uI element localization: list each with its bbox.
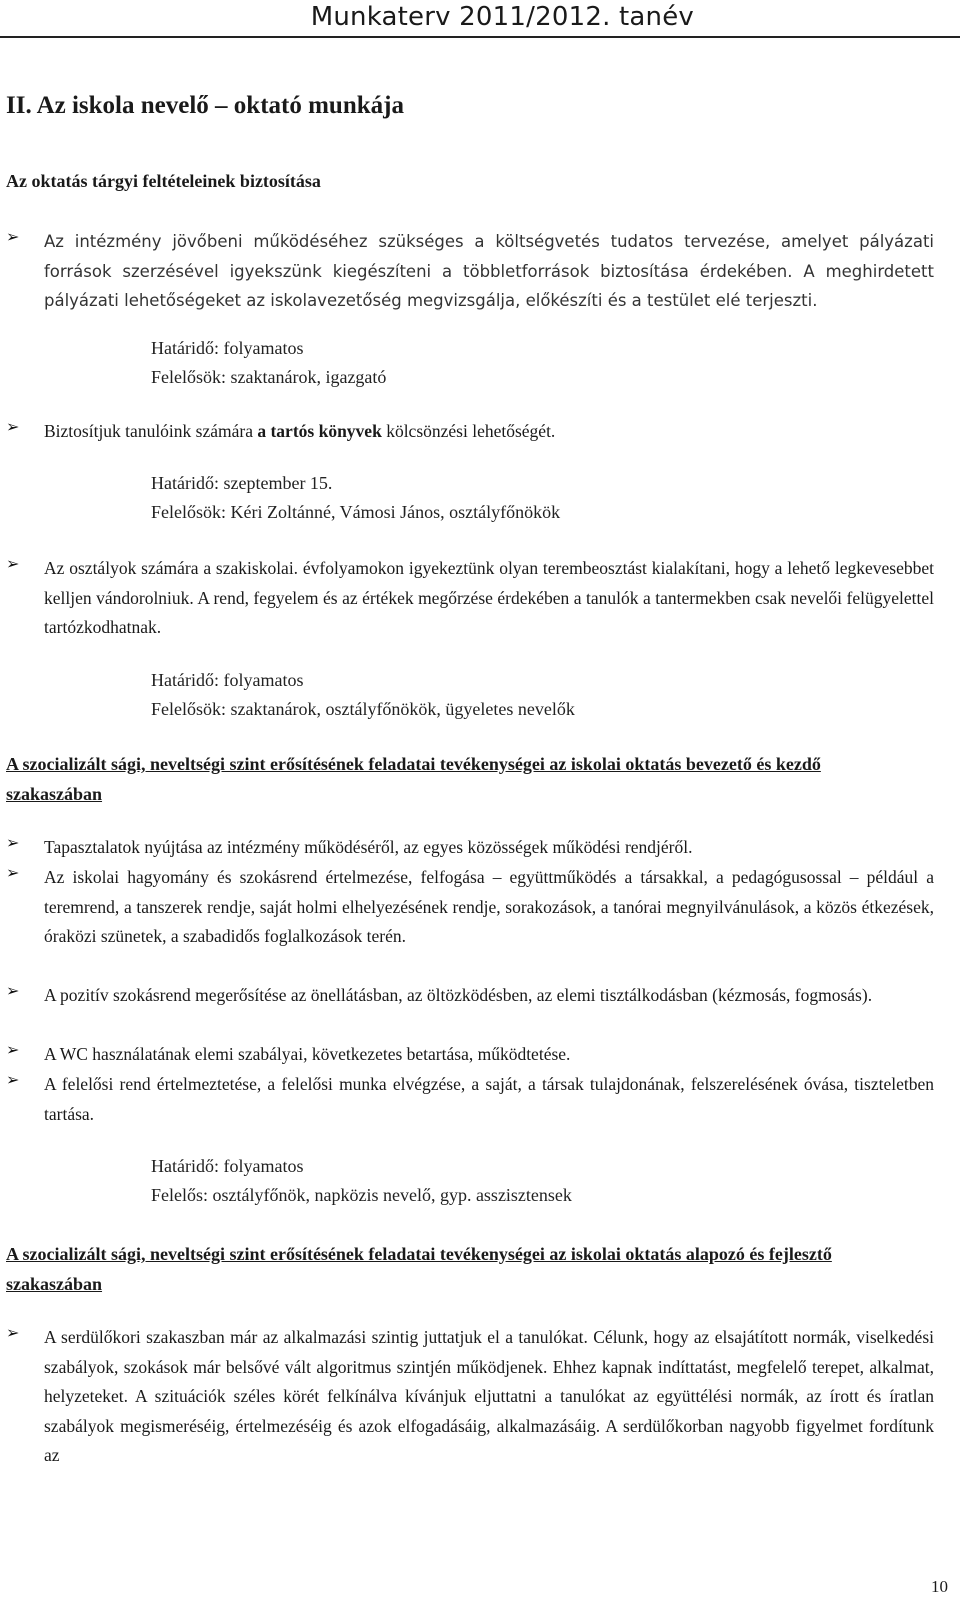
responsible-text: Felelősök: Kéri Zoltánné, Vámosi János, osztályfőnökök [151,502,561,522]
list-item-text: Az iskolai hagyomány és szokásrend értelmezése, felfogása – együttműködés a társakkal, a pedagógusossal – például a teremrend, a tanszerek rendje, saját holmi elhelyezésének rendje, sorakozások, a tanórai megnyilvánulások, a közös étkezések, óraközi szünetek, a szabadidős foglalkozások terén. [44,867,934,946]
list-item-bold-text: a tartós könyvek [257,421,382,441]
list-item-text: A WC használatának elemi szabályai, következetes betartása, működtetése. [44,1044,571,1064]
list-item-text: Biztosítjuk tanulóink számára [44,421,258,441]
deadline-text: Határidő: folyamatos [151,670,304,690]
responsible-text: Felelősök: szaktanárok, igazgató [151,367,387,387]
list-item-text-cont: A meghirdetett pályázati lehetőségeket az iskolavezetőség megvizsgálja, előkészíti és a testület elé terjeszti. [44,261,934,310]
deadline-text: Határidő: folyamatos [151,338,304,358]
arrow-bullet-icon: ➢ [6,227,20,246]
list-item [6,1323,934,1471]
list-item-text: A felelősi rend értelmeztetése, a felelősi munka elvégzése, a saját, a társak tulajdonának, felszerelésének óvása, tiszteletben tartása. [44,1074,934,1124]
list-item-text: Az intézmény jövőbeni működéséhez szükséges a költségvetés tudatos tervezése, amelyet pályázati források szerzésével igyekszünk kiegészíteni a többletforrások biztosítása érdekében. [44,232,934,281]
page-number: 10 [931,1577,948,1596]
arrow-bullet-icon: ➢ [6,981,20,1000]
list-item-text: Az osztályok számára a szakiskolai. évfolyamokon igyekeztünk olyan terembeosztást kialakítani, hogy a lehető legkevesebbet kelljen vándorolniuk. A rend, fegyelem és az értékek megőrzése érdekében a tanulók a tantermekben csak nevelői felügyelettel tartózkodhatnak. [44,558,934,637]
list-item-text: Tapasztalatok nyújtása az intézmény működéséről, az egyes közösségek működési rendjéről. [44,837,693,857]
arrow-bullet-icon: ➢ [6,1040,20,1059]
deadline-text: Határidő: folyamatos [151,1156,304,1176]
list-item [6,417,934,447]
arrow-bullet-icon: ➢ [6,1070,20,1089]
list-item-text: A pozitív szokásrend megerősítése az önellátásban, az öltözködésben, az elemi tisztálkodásban (kézmosás, fogmosás). [44,985,873,1005]
header-divider [0,36,960,38]
list-item [6,863,934,952]
list-item-text-cont: kölcsönzési lehetőségét. [381,421,556,441]
list-item [6,554,934,643]
header-title: Munkaterv 2011/2012. tanév [310,2,694,32]
arrow-bullet-icon: ➢ [6,833,20,852]
chapter-heading: II. Az iskola nevelő – oktató munkája [6,92,404,119]
responsible-text: Felelősök: szaktanárok, osztályfőnökök, ügyeletes nevelők [151,699,575,719]
deadline-text: Határidő: szeptember 15. [151,473,333,493]
list-item [6,833,934,863]
arrow-bullet-icon: ➢ [6,554,20,573]
section-title: A szocializált sági, neveltségi szint erősítésének feladatai tevékenységei az iskolai oktatás alapozó és fejlesztő szakaszában [6,1244,832,1294]
responsible-text: Felelős: osztályfőnök, napközis nevelő, gyp. asszisztensek [151,1185,572,1205]
list-item [6,981,934,1011]
arrow-bullet-icon: ➢ [6,417,20,436]
arrow-bullet-icon: ➢ [6,863,20,882]
arrow-bullet-icon: ➢ [6,1323,20,1342]
list-item-text: A serdülőkori szakaszban már az alkalmazási szintig juttatjuk el a tanulókat. Célunk, hogy az elsajátított normák, viselkedési szabályok, szokások már belsővé vált algoritmus szintjén működjenek. Ehhez kapnak indíttatást, megfelelő terepet, alkalmat, helyzeteket. A szituációk széles körét felkínálva kívánjuk eljuttatni a tanulókat az együttélési normák, az írott és íratlan szabályok megismeréséig, értelmezéséig és azok elfogadásáig, alkalmazásáig. A serdülőkorban nagyobb figyelmet fordítunk az [44,1327,934,1465]
list-item [6,1070,934,1129]
list-item [6,1040,934,1070]
list-item [6,227,934,316]
section-title: A szocializált sági, neveltségi szint erősítésének feladatai tevékenységei az iskolai oktatás bevezető és kezdő szakaszában [6,754,821,804]
section-heading: Az oktatás tárgyi feltételeinek biztosítása [6,171,321,191]
